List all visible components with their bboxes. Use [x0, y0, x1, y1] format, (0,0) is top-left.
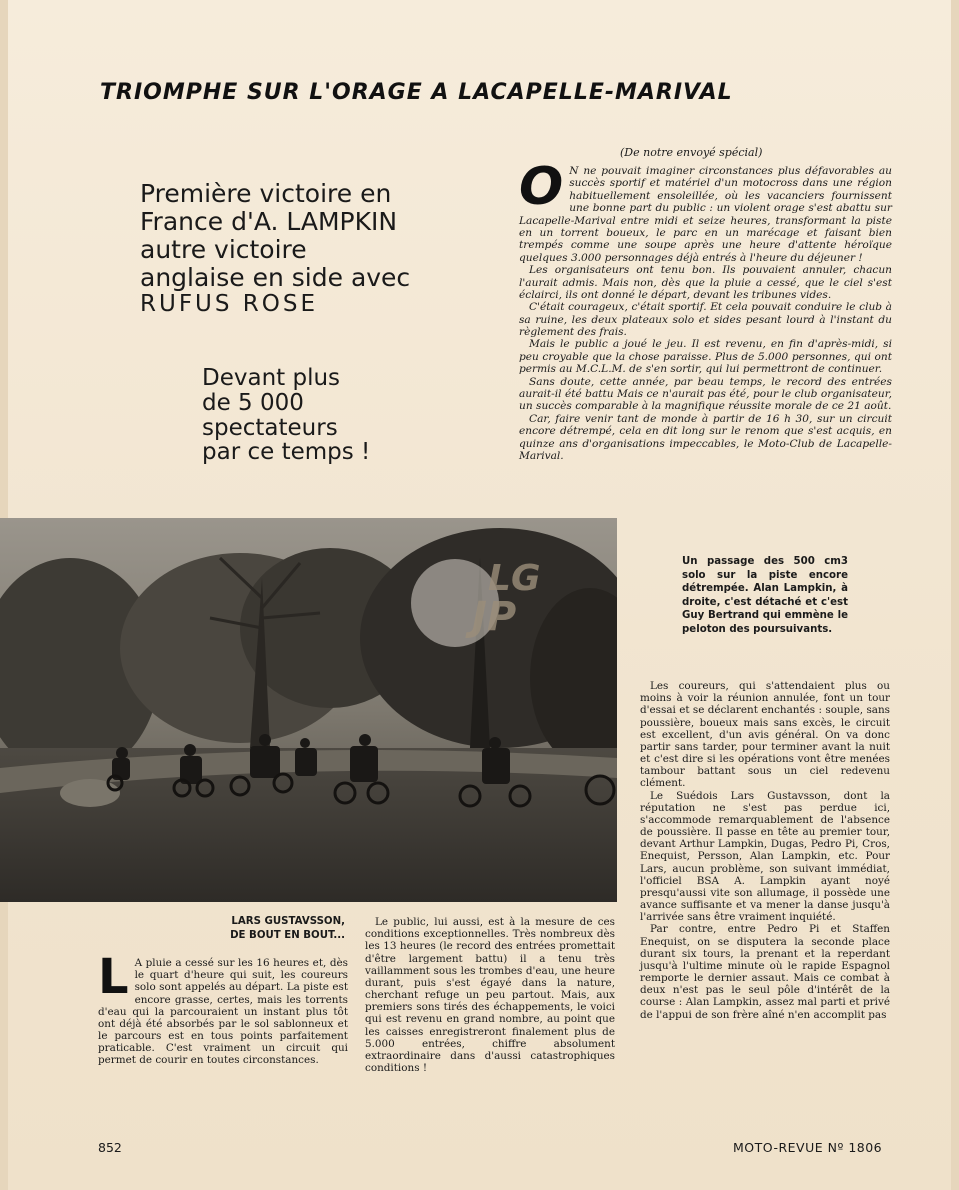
- section-heading: [190, 915, 345, 943]
- article-column-3: [640, 680, 890, 1021]
- watermark-text: JP: [472, 594, 517, 640]
- subtitle-line: Devant plus: [202, 365, 341, 391]
- article-subtitle-secondary: [202, 366, 402, 465]
- intro-paragraph: Sans doute, cette année, par beau temps, le record des entrées aurait-il été battu Mais ce n'aurait pas été, pour le club organisateur, un succès comparable à la magnifique réussite morale de ce 21 août.: [519, 375, 892, 413]
- intro-text: [519, 157, 892, 462]
- watermark-text: LG: [488, 558, 541, 599]
- article-subtitle: [140, 180, 440, 318]
- subtitle-line: autre victoire: [140, 235, 307, 264]
- article-column-2: [365, 916, 615, 1074]
- page-number: 852: [98, 1140, 122, 1155]
- byline: (De notre envoyé spécial): [620, 146, 763, 159]
- body-paragraph: [98, 949, 348, 1067]
- body-paragraph-text: A pluie a cessé sur les 16 heures et, dès le quart d'heure qui suit, les coureurs solo sont appelés au départ. La piste est encore grasse, certes, mais les torrents d'eau qui la parcouraient un instant plus tôt ont déjà été absorbés par le sol sablonneux et le parcours est en tous points parfaitement praticable. C'est vraiment un circuit qui permet de courir en toutes circonstances.: [98, 957, 348, 1067]
- intro-paragraph: Mais le public a joué le jeu. Il est revenu, en fin d'après-midi, si peu croyable que la chose paraisse. Plus de 5.000 personnes, qui ont permis au M.C.L.M. de s'en sortir, qui lui permettront de continuer.: [519, 338, 892, 376]
- subtitle-line: spectateurs: [202, 414, 338, 441]
- magazine-footer: MOTO-REVUE Nº 1806: [733, 1140, 883, 1155]
- body-paragraph: Le Suédois Lars Gustavsson, dont la réputation ne s'est pas perdue ici, s'accommode remarquablement de l'absence de poussière. Il passe en tête au premier tour, devant Arthur Lampkin, Dugas, Pedro Pi, Cros, Enequist, Persson, Alan Lampkin, etc. Pour Lars, aucun problème, son suivant immédiat, l'officiel BSA A. Lampkin ayant noyé presqu'aussi vite son allumage, il possède une avance suffisante et va mener la danse jusqu'à l'arrivée sans être vraiment inquiété.: [640, 789, 890, 924]
- drop-cap: L: [98, 949, 129, 1005]
- intro-paragraph-text: N ne pouvait imaginer circonstances plus défavorables au succès sportif et matériel d'un motocross dans une région habituellement ensoleillée, où les vacanciers fournissent une bonne part du public : un violent orage s'est abattu sur Lacapelle-Marival entre midi et seize heures, transformant la piste en un torrent boueux, le parc en un marécage et faisant bien trempés comme une soupe après une heure d'attente héroïque quelques 3.000 personnages déjà entrés à l'heure du déjeuner !: [519, 165, 892, 264]
- intro-paragraph: C'était courageux, c'était sportif. Et cela pouvait conduire le club à sa ruine, les deux plateaux solo et sides pesant lourd à l'instant du règlement des frais.: [519, 301, 892, 339]
- race-photo-image: [0, 518, 617, 902]
- race-photo: [0, 518, 617, 902]
- article-title: TRIOMPHE SUR L'ORAGE A LACAPELLE-MARIVAL: [100, 80, 733, 105]
- subtitle-line: par ce temps !: [202, 439, 371, 466]
- subtitle-line: Première victoire en: [140, 179, 392, 208]
- body-paragraph: Le public, lui aussi, est à la mesure de ces conditions exceptionnelles. Très nombreux dès les 13 heures (le record des entrées promettait d'être largement battu) il a tenu très vaillamment sous les trombes d'eau, une heure durant, puis s'est égayé dans la nature, cherchant refuge un peu partout. Mais, aux premiers sons tirés des échappements, le voici qui est revenu en grand nombre, au point que les caisses enregistreront finalement plus de 5.000 entrées, chiffre absolument extraordinaire dans d'aussi catastrophiques conditions !: [365, 916, 615, 1075]
- intro-paragraph: Les organisateurs ont tenu bon. Ils pouvaient annuler, chacun l'aurait admis. Mais non, dès que la pluie a cessé, que le ciel s'est éclairci, ils ont donné le départ, devant les tribunes vides.: [519, 264, 892, 301]
- subtitle-line: France d'A. LAMPKIN: [140, 207, 398, 236]
- section-heading-line: LARS GUSTAVSSON,: [231, 916, 345, 927]
- subtitle-line: de 5 000: [202, 389, 304, 416]
- section-heading-line: DE BOUT EN BOUT...: [230, 929, 345, 941]
- article-column-1: [98, 949, 348, 1067]
- subtitle-line: anglaise en side avec: [140, 263, 411, 292]
- body-paragraph: Les coureurs, qui s'attendaient plus ou moins à voir la réunion annulée, font un tour d'essai et se déclarent enchantés : souple, sans poussière, boueux mais sans excès, le circuit est excellent, d'un avis général. On va donc partir sans tarder, pour terminer avant la nuit et c'est dire si les opérations vont être menées tambour battant sous un ciel redevenu clément.: [640, 680, 890, 790]
- intro-paragraph: Car, faire venir tant de monde à partir de 16 h 30, sur un circuit encore détrempé, cela en dit long sur le renom que s'est acquis, en quinze ans d'organisations impeccables, le Moto-Club de Lacapelle-Marival.: [519, 412, 892, 462]
- page-edge-right: [951, 0, 959, 1190]
- drop-cap: O: [519, 157, 564, 217]
- photo-caption: Un passage des 500 cm3 solo sur la piste encore détrempée. Alan Lampkin, à droite, c'est détaché et c'est Guy Bertrand qui emmène le peloton des poursuivants.: [682, 556, 848, 635]
- body-paragraph: Par contre, entre Pedro Pi et Staffen Enequist, on se disputera la seconde place durant six tours, la prenant et la reperdant jusqu'à l'ultime minute où le rapide Espagnol remporte le dernier assaut. Mais ce combat à deux n'est pas le seul pôle d'intérêt de la course : Alan Lampkin, assez mal parti et privé de l'appui de son frère aîné n'en accomplit pas: [640, 923, 890, 1021]
- intro-paragraph: [519, 157, 892, 264]
- subtitle-line: RUFUS ROSE: [140, 291, 319, 317]
